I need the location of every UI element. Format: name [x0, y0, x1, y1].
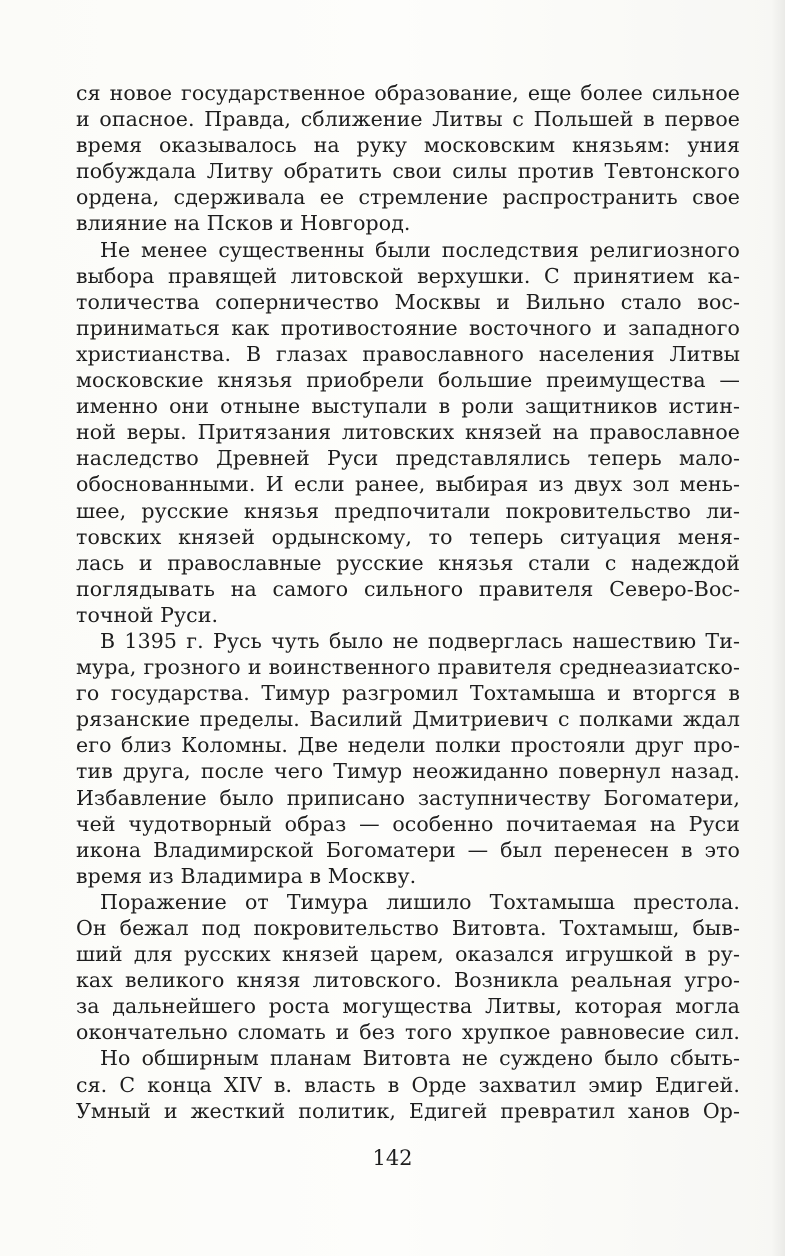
text-line: ордена, сдерживала ее стремление распространить свое — [76, 185, 740, 210]
text-line: ках великого князя литовского. Возникла реальная угро- — [76, 968, 740, 993]
text-line: рязанские пределы. Василий Дмитриевич с полками ждал — [76, 707, 740, 732]
text-line: его близ Коломны. Две недели полки простояли друг про- — [76, 733, 740, 758]
text-line: за дальнейшего роста могущества Литвы, которая могла — [76, 994, 740, 1019]
text-line: время из Владимира в Москву. — [76, 863, 417, 888]
text-line: чей чудотворный образ — особенно почитаемая на Руси — [76, 811, 740, 836]
text-line: ся новое государственное образование, еще более сильное — [76, 81, 740, 105]
text-line: выбора правящей литовской верхушки. С принятием ка- — [76, 263, 740, 288]
text-line: ной веры. Притязания литовских князей на православное — [76, 420, 740, 445]
paragraph-start-line: В 1395 г. Русь чуть было не подверглась нашествию Ти- — [100, 628, 740, 653]
paragraph-start-line: Поражение от Тимура лишило Тохтамыша престола. — [100, 889, 740, 914]
paragraph-start-line: Но обширным планам Витовта не суждено было сбыть- — [100, 1046, 740, 1071]
text-line: икона Владимирской Богоматери — был перенесен в это — [76, 837, 740, 862]
text-line: го государства. Тимур разгромил Тохтамыша и вторгся в — [76, 681, 740, 706]
paragraph-start-line: Не менее существенны были последствия религиозного — [100, 237, 740, 262]
text-line: Избавление было приписано заступничеству Богоматери, — [76, 785, 740, 810]
text-line: приниматься как противостояние восточного и западного — [76, 315, 740, 340]
text-line: время оказывалось на руку московским князьям: уния — [76, 133, 740, 158]
page-edge-shadow — [771, 0, 785, 1256]
text-line: христианства. В глазах православного населения Литвы — [76, 341, 740, 366]
text-line: точной Руси. — [76, 602, 219, 627]
text-line: толичества соперничество Москвы и Вильно стало вос- — [76, 289, 740, 314]
text-line: ший для русских князей царем, оказался игрушкой в ру- — [76, 942, 740, 967]
text-line: обоснованными. И если ранее, выбирая из двух зол мень- — [76, 472, 740, 497]
text-line: Умный и жесткий политик, Едигей превратил ханов Ор- — [76, 1098, 740, 1123]
text-line: товских князей ордынскому, то теперь ситуация меня- — [76, 524, 740, 549]
text-line: и опасное. Правда, сближение Литвы с Польшей в первое — [76, 107, 740, 132]
text-line: тив друга, после чего Тимур неожиданно повернул назад. — [76, 759, 740, 784]
page-number: 142 — [372, 1146, 413, 1170]
text-line: Он бежал под покровительство Витовта. Тохтамыш, быв- — [76, 916, 740, 940]
text-line: лась и православные русские князья стали с надеждой — [76, 550, 740, 575]
text-line: именно они отныне выступали в роли защитников истин- — [76, 394, 740, 419]
text-line: наследство Древней Руси представлялись теперь мало- — [76, 446, 740, 471]
body-text — [76, 80, 740, 1124]
text-line: поглядывать на самого сильного правителя Северо-Вос- — [76, 576, 740, 601]
text-line: ся. С конца XIV в. власть в Орде захватил эмир Едигей. — [76, 1072, 740, 1097]
text-line: мура, грозного и воинственного правителя среднеазиатско- — [76, 655, 740, 680]
text-line: побуждала Литву обратить свои силы против Тевтонского — [76, 159, 740, 184]
text-line: шее, русские князья предпочитали покровительство ли- — [76, 498, 740, 523]
text-line: московские князья приобрели большие преимущества — — [76, 368, 740, 393]
text-line: влияние на Псков и Новгород. — [76, 211, 411, 236]
text-line: окончательно сломать и без того хрупкое равновесие сил. — [76, 1020, 740, 1045]
